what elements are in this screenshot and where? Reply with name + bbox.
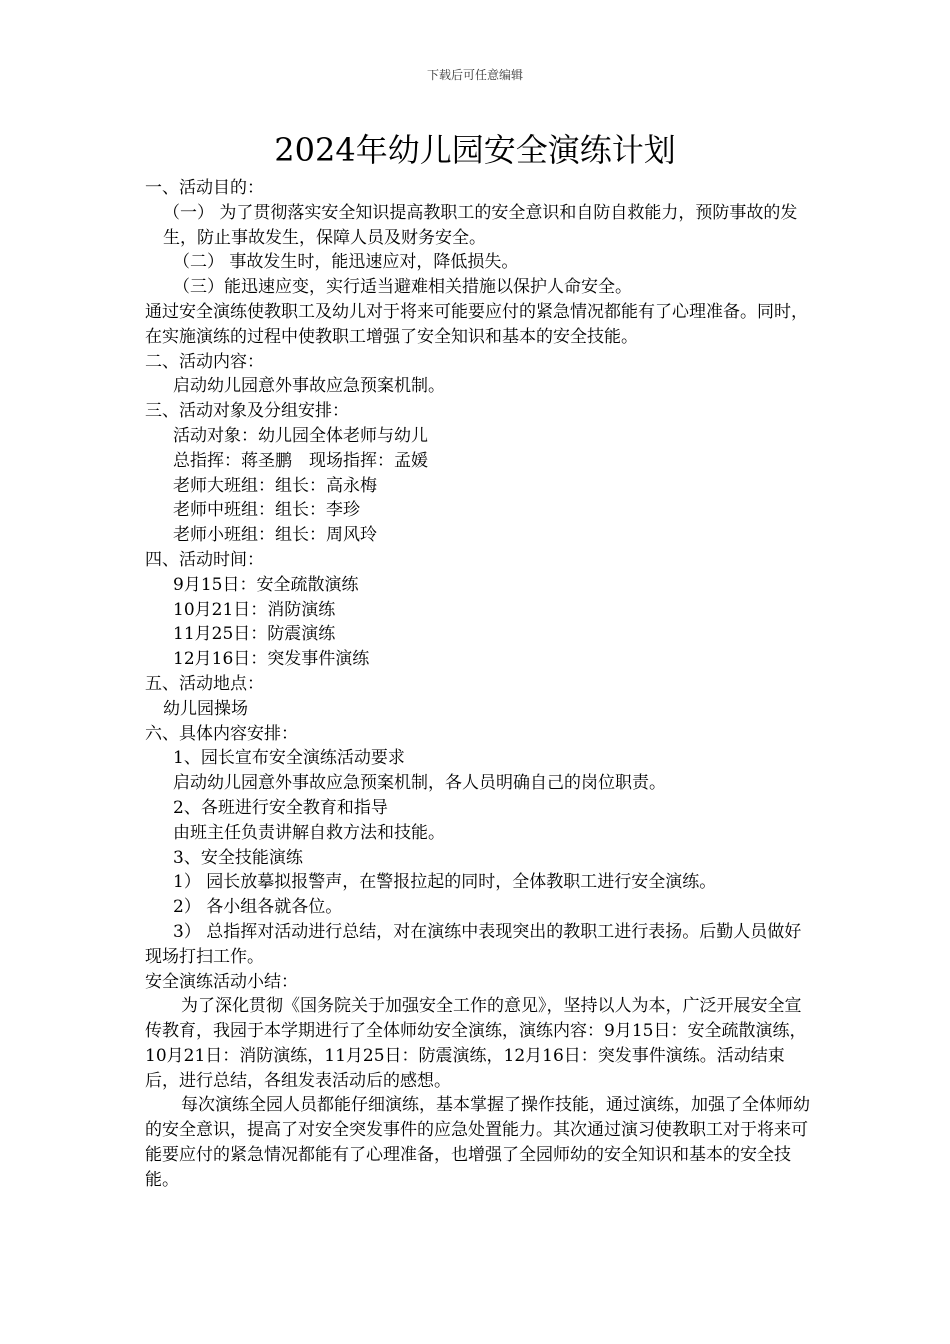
section-heading: 安全演练活动小结： [145, 971, 298, 992]
list-item: 老师小班组：组长：周风玲 [173, 525, 377, 546]
list-item: 活动对象：幼儿园全体老师与幼儿 [173, 425, 428, 446]
section-heading: 六、具体内容安排： [145, 723, 298, 744]
list-item: 2） 各小组各就各位。 [173, 897, 343, 918]
list-item: 2、各班进行安全教育和指导 [173, 797, 388, 818]
paragraph: 每次演练全园人员都能仔细演练，基本掌握了操作技能，通过演练，加强了全体师幼的安全意识，提高了对安全突发事件的应急处置能力。其次通过演习使教职工对于将来可能要应付的紧急情况都能有了心理准备，也增强了全园师幼的安全知识和基本的安全技能。 [145, 1095, 810, 1190]
section-heading: 五、活动地点： [145, 673, 264, 694]
document-title: 2024年幼儿园安全演练计划 [274, 131, 676, 169]
paragraph: 幼儿园操场 [163, 698, 248, 719]
list-item: 1、园长宣布安全演练活动要求 [173, 748, 405, 769]
paragraph: 启动幼儿园意外事故应急预案机制。 [173, 376, 445, 397]
paragraph: （二） 事故发生时，能迅速应对，降低损失。 [173, 252, 519, 273]
section-heading: 二、活动内容： [145, 351, 264, 372]
section-heading: 一、活动目的： [145, 178, 264, 198]
list-item: 1） 园长放摹拟报警声，在警报拉起的同时，全体教职工进行安全演练。 [173, 872, 717, 893]
paragraph: 为了深化贯彻《国务院关于加强安全工作的意见》，坚持以人为本，广泛开展安全宣传教育，我园于本学期进行了全体师幼安全演练，演练内容：9月15日：安全疏散演练，10月21日：消防演练，11月25日：防震演练，12月16日：突发事件演练。活动结束后，进行总结，各组发表活动后的感想。 [145, 996, 807, 1091]
list-item: 由班主任负责讲解自救方法和技能。 [173, 822, 445, 843]
paragraph: （三）能迅速应变，实行适当避难相关措施以保护人命安全。 [173, 277, 632, 298]
list-item: 老师中班组：组长：李珍 [173, 500, 360, 521]
list-item: 启动幼儿园意外事故应急预案机制，各人员明确自己的岗位职责。 [173, 773, 666, 794]
list-item: 10月21日：消防演练 [173, 599, 336, 620]
list-item: 老师大班组：组长：高永梅 [173, 475, 377, 496]
list-item: 12月16日：突发事件演练 [173, 649, 370, 670]
paragraph: 通过安全演练使教职工及幼儿对于将来可能要应付的紧急情况都能有了心理准备。同时，在实施演练的过程中使教职工增强了安全知识和基本的安全技能。 [145, 301, 808, 347]
list-item: 3） 总指挥对活动进行总结，对在演练中表现突出的教职工进行表扬。后勤人员做好现场打扫工作。 [145, 921, 802, 967]
list-item: 总指挥：蒋圣鹏 现场指挥：孟媛 [173, 450, 428, 471]
list-item: 11月25日：防震演练 [173, 624, 336, 645]
page-header: 下载后可任意编辑 [426, 68, 523, 82]
list-item: 9月15日：安全疏散演练 [173, 574, 359, 595]
list-item: 3、安全技能演练 [173, 847, 303, 868]
section-heading: 三、活动对象及分组安排： [145, 401, 349, 422]
paragraph: （一） 为了贯彻落实安全知识提高教职工的安全意识和自防自救能力，预防事故的发生，防止事故发生，保障人员及财务安全。 [163, 202, 798, 248]
section-heading: 四、活动时间： [145, 549, 264, 570]
document-body [145, 176, 810, 1193]
